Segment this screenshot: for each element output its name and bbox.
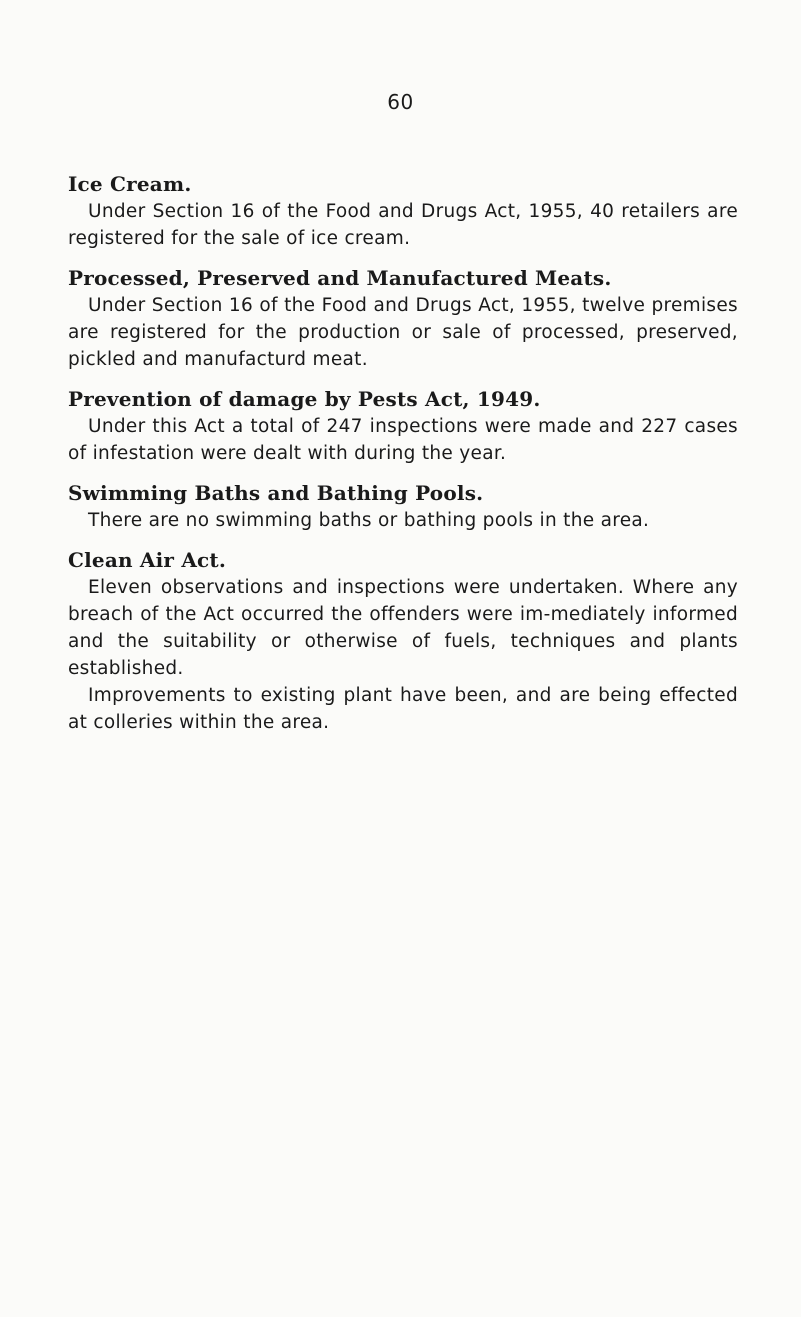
section-heading: Ice Cream. [68, 172, 192, 196]
section-paragraph: Under this Act a total of 247 inspections were made and 227 cases of infestation were dealt with during the year. [68, 416, 738, 464]
section-ice-cream [68, 170, 738, 252]
document-body [68, 170, 738, 748]
section-paragraph: There are no swimming baths or bathing pools in the area. [88, 510, 650, 531]
section-meats [68, 264, 738, 373]
section-heading: Clean Air Act. [68, 548, 227, 572]
section-paragraph: Under Section 16 of the Food and Drugs Act, 1955, 40 retailers are registered for the sale of ice cream. [68, 201, 738, 249]
section-paragraph: Eleven observations and inspections were undertaken. Where any breach of the Act occurred the offenders were im-mediately informed and the suitability or otherwise of fuels, techniques and plants established. [68, 577, 738, 679]
section-paragraph: Improvements to existing plant have been, and are being effected at colleries within the area. [68, 685, 738, 733]
section-swimming [68, 479, 738, 534]
section-paragraph: Under Section 16 of the Food and Drugs Act, 1955, twelve premises are registered for the production or sale of processed, preserved, pickled and manufacturd meat. [68, 295, 738, 370]
section-clean-air [68, 546, 738, 736]
section-heading: Processed, Preserved and Manufactured Meats. [68, 266, 612, 290]
section-pests [68, 385, 738, 467]
section-heading: Swimming Baths and Bathing Pools. [68, 481, 484, 505]
page-number: 60 [387, 90, 414, 114]
section-heading: Prevention of damage by Pests Act, 1949. [68, 387, 541, 411]
